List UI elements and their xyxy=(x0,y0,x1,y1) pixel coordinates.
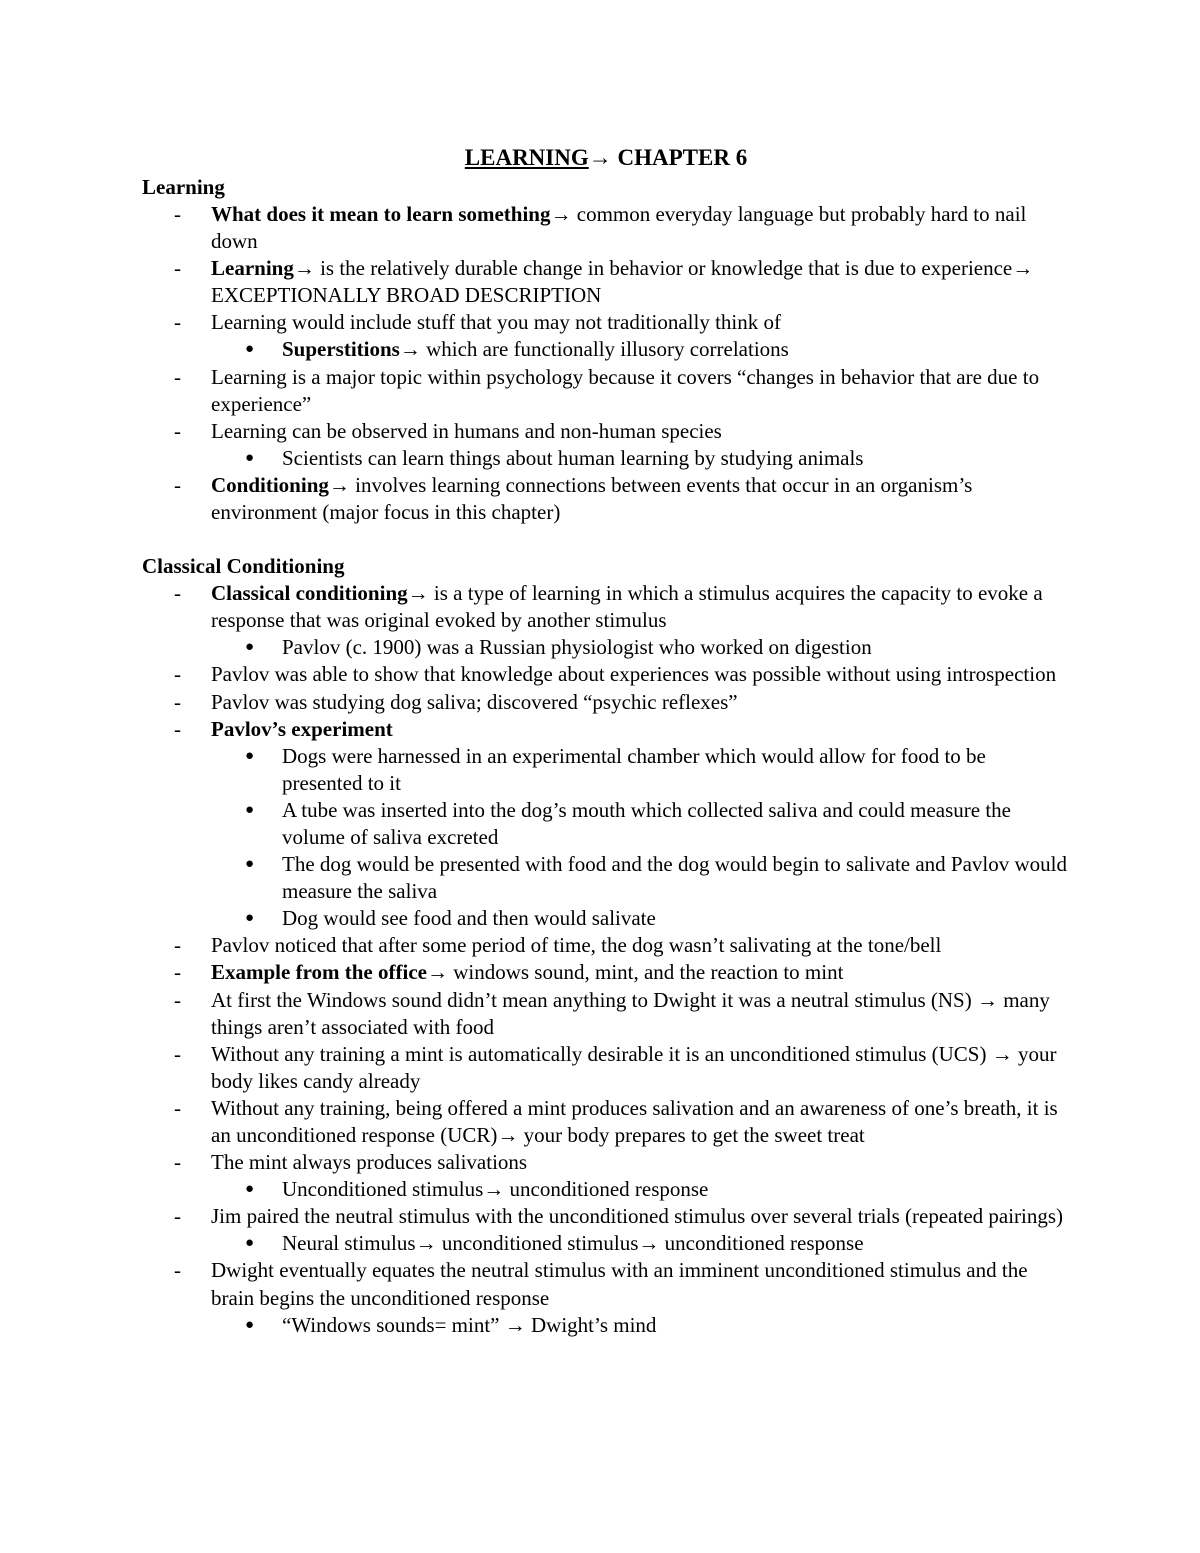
dash-marker: - xyxy=(174,418,181,443)
dash-item xyxy=(142,580,1070,634)
section-spacer xyxy=(142,526,1070,553)
item-text: windows sound, mint, and the reaction to mint xyxy=(447,960,844,985)
dash-marker: - xyxy=(174,581,181,606)
item-term: Learning→ xyxy=(211,256,315,281)
bullet-marker: ● xyxy=(245,1181,255,1198)
item-term: What does it mean to learn something→ xyxy=(211,202,572,226)
item-text: common everyday language but probably hard to nail down xyxy=(211,202,1027,254)
dash-marker: - xyxy=(174,716,181,741)
bullet-item xyxy=(142,634,1070,661)
item-text: involves learning connections between events that occur in an organism’s environment (major focus in this chapter) xyxy=(211,472,973,525)
title-rest: CHAPTER 6 xyxy=(611,145,748,170)
title-main: LEARNING xyxy=(464,145,589,170)
section-heading: Learning xyxy=(142,175,225,199)
bullet-marker: ● xyxy=(245,1235,255,1252)
dash-marker: - xyxy=(174,202,181,226)
title-arrow: → xyxy=(588,145,612,170)
dash-marker: - xyxy=(174,1204,181,1229)
item-term: Conditioning→ xyxy=(211,472,350,497)
bullet-item xyxy=(142,336,1070,363)
dash-item xyxy=(142,418,1070,445)
bullet-marker: ● xyxy=(245,856,255,873)
item-text: Learning is a major topic within psychology because it covers “changes in behavior that are due to experience” xyxy=(211,364,1040,416)
bullet-item xyxy=(142,1312,1070,1339)
dash-item xyxy=(142,364,1070,418)
bullet-marker: ● xyxy=(245,910,255,927)
bullet-item xyxy=(142,743,1070,797)
item-text: Pavlov (c. 1900) was a Russian physiologist who worked on digestion xyxy=(282,635,872,660)
bullet-marker: ● xyxy=(245,747,255,764)
item-text: which are functionally illusory correlations xyxy=(420,337,789,362)
item-text: Scientists can learn things about human learning by studying animals xyxy=(282,445,864,470)
dash-item xyxy=(142,1203,1070,1230)
dash-item xyxy=(142,689,1070,716)
item-term: Example from the office→ xyxy=(211,960,448,985)
dash-item xyxy=(142,716,1070,743)
dash-item xyxy=(142,201,1070,255)
item-text: The mint always produces salivations xyxy=(211,1150,528,1175)
dash-item xyxy=(142,309,1070,336)
item-term: Classical conditioning→ xyxy=(211,581,429,606)
item-text: At first the Windows sound didn’t mean anything to Dwight it was a neutral stimulus (NS) → many things aren’t associated with food xyxy=(211,987,1050,1039)
item-text: “Windows sounds= mint” → Dwight’s mind xyxy=(282,1312,657,1337)
dash-marker: - xyxy=(174,689,181,714)
dash-item xyxy=(142,932,1070,959)
dash-marker: - xyxy=(174,472,181,497)
bullet-item xyxy=(142,1230,1070,1257)
document-title xyxy=(142,142,1070,174)
item-text: is the relatively durable change in behavior or knowledge that is due to experience→ EXCEPTIONALLY BROAD DESCRIPTION xyxy=(211,256,1034,308)
item-text: Learning can be observed in humans and non-human species xyxy=(211,418,722,443)
document-body xyxy=(142,174,1070,1339)
item-text: Pavlov was able to show that knowledge about experiences was possible without using introspection xyxy=(211,662,1057,687)
dash-marker: - xyxy=(174,1041,181,1066)
dash-marker: - xyxy=(174,1150,181,1175)
item-text: The dog would be presented with food and the dog would begin to salivate and Pavlov would measure the saliva xyxy=(282,852,1068,904)
item-text: A tube was inserted into the dog’s mouth which collected saliva and could measure the volume of saliva excreted xyxy=(282,797,1011,849)
bullet-marker: ● xyxy=(245,341,255,358)
dash-marker: - xyxy=(174,364,181,389)
bullet-item xyxy=(142,905,1070,932)
dash-item xyxy=(142,472,1070,526)
dash-marker: - xyxy=(174,662,181,687)
item-text: Without any training, being offered a mint produces salivation and an awareness of one’s breath, it is an unconditioned response (UCR)→ your body prepares to get the sweet treat xyxy=(211,1095,1058,1147)
item-text: Dog would see food and then would salivate xyxy=(282,906,656,931)
dash-item xyxy=(142,987,1070,1041)
item-term: Superstitions→ xyxy=(282,337,421,362)
dash-marker: - xyxy=(174,960,181,985)
bullet-item xyxy=(142,1176,1070,1203)
item-text: Pavlov was studying dog saliva; discovered “psychic reflexes” xyxy=(211,689,738,714)
item-term: Pavlov’s experiment xyxy=(211,716,393,741)
dash-marker: - xyxy=(174,310,181,335)
dash-item xyxy=(142,661,1070,688)
item-text: Neural stimulus→ unconditioned stimulus→ unconditioned response xyxy=(282,1231,864,1256)
bullet-marker: ● xyxy=(245,639,255,656)
bullet-item xyxy=(142,445,1070,472)
item-text: Jim paired the neutral stimulus with the unconditioned stimulus over several trials (repeated pairings) xyxy=(211,1204,1064,1229)
dash-item xyxy=(142,1257,1070,1311)
item-text: Pavlov noticed that after some period of time, the dog wasn’t salivating at the tone/bell xyxy=(211,933,942,958)
dash-marker: - xyxy=(174,933,181,958)
dash-item xyxy=(142,1041,1070,1095)
dash-item xyxy=(142,1095,1070,1149)
bullet-item xyxy=(142,797,1070,851)
dash-item xyxy=(142,255,1070,309)
item-text: is a type of learning in which a stimulus acquires the capacity to evoke a response that was original evoked by another stimulus xyxy=(211,581,1043,633)
dash-marker: - xyxy=(174,1258,181,1283)
item-text: Unconditioned stimulus→ unconditioned response xyxy=(282,1177,709,1202)
bullet-item xyxy=(142,851,1070,905)
dash-item xyxy=(142,959,1070,986)
bullet-marker: ● xyxy=(245,801,255,818)
section-heading: Classical Conditioning xyxy=(142,554,345,579)
item-text: Without any training a mint is automatically desirable it is an unconditioned stimulus (UCS) → your body likes candy already xyxy=(211,1041,1057,1093)
dash-marker: - xyxy=(174,987,181,1012)
title-underlined xyxy=(465,145,589,170)
dash-item xyxy=(142,1149,1070,1176)
item-text: Learning would include stuff that you may not traditionally think of xyxy=(211,310,782,335)
bullet-marker: ● xyxy=(245,1316,255,1333)
bullet-marker: ● xyxy=(245,449,255,466)
dash-marker: - xyxy=(174,1095,181,1120)
item-text: Dogs were harnessed in an experimental chamber which would allow for food to be presented to it xyxy=(282,743,986,795)
item-text: Dwight eventually equates the neutral stimulus with an imminent unconditioned stimulus and the brain begins the unconditioned response xyxy=(211,1258,1028,1310)
dash-marker: - xyxy=(174,256,181,281)
